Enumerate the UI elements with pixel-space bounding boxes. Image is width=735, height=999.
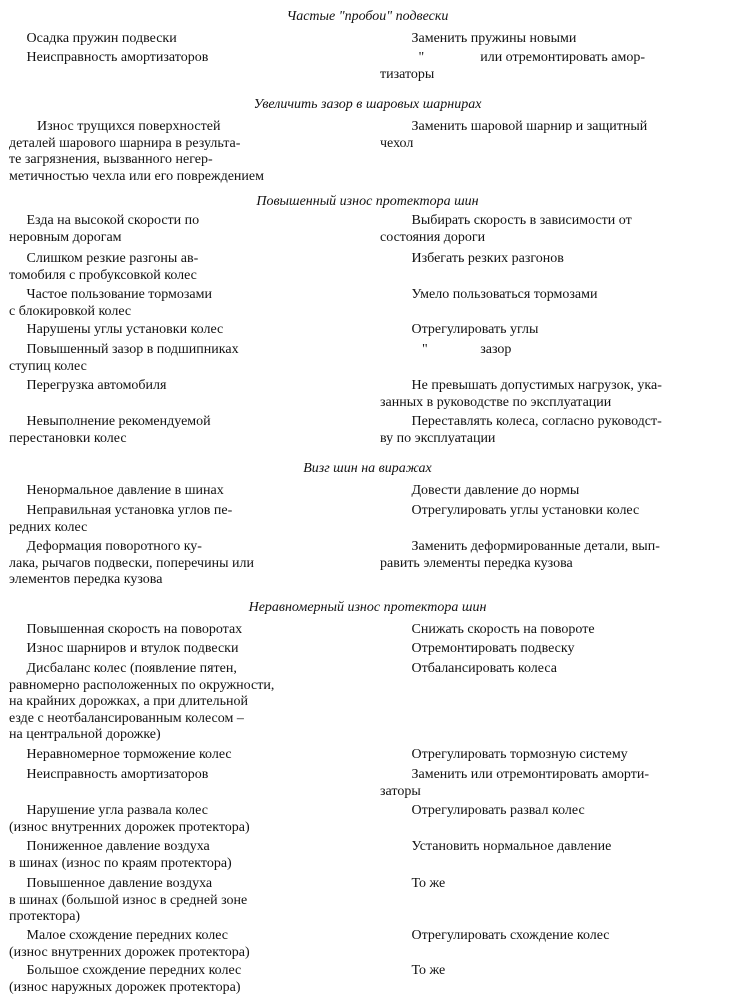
remedy-line: ву по эксплуатации [380,430,496,446]
cause-cell [9,839,329,872]
cause-line: Езда на высокой скорости по [9,213,200,228]
remedy-cell [380,767,728,800]
remedy-cell [380,661,728,678]
cause-line: редних колес [9,519,88,535]
cause-line: деталей шарового шарнира в результа- [9,135,241,151]
remedy-line: " или отремонтировать амор- [380,50,645,65]
cause-line: Ненормальное давление в шинах [9,483,224,498]
remedy-line: равить элементы передка кузова [380,555,573,571]
remedy-line: Довести давление до нормы [380,483,580,498]
cause-line: Нарушение угла развала колес [9,803,208,818]
cause-line: Пониженное давление воздуха [9,839,210,854]
cause-line: (износ внутренних дорожек протектора) [9,819,250,835]
cause-line: Большое схождение передних колес [9,963,242,978]
cause-cell [9,287,329,320]
cause-line: метичностью чехла или его повреждением [9,168,264,184]
cause-cell [9,622,329,639]
remedy-cell [380,251,728,268]
cause-line: лака, рычагов подвески, поперечины или [9,555,254,571]
remedy-line: То же [380,963,446,978]
cause-cell [9,963,329,996]
section-heading: Неравномерный износ протектора шин [248,600,487,615]
cause-line: в шинах (износ по краям протектора) [9,855,232,871]
remedy-line: Установить нормальное давление [380,839,612,854]
remedy-cell [380,213,728,246]
remedy-line: Отрегулировать углы [380,322,539,337]
cause-cell [9,641,329,658]
remedy-line: Заменить шаровой шарнир и защитный [380,119,648,134]
section-heading: Частые "пробои" подвески [286,9,449,24]
cause-line: Невыполнение рекомендуемой [9,414,211,429]
cause-cell [9,213,329,246]
section-heading: Увеличить зазор в шаровых шарнирах [253,97,482,112]
remedy-line: Не превышать допустимых нагрузок, ука- [380,378,662,393]
remedy-cell [380,641,728,658]
remedy-line: " зазор [380,342,512,357]
cause-line: Неисправность амортизаторов [9,50,209,65]
cause-line: Деформация поворотного ку- [9,539,202,554]
remedy-line: Умело пользоваться тормозами [380,287,598,302]
remedy-cell [380,322,728,339]
cause-line: Малое схождение передних колес [9,928,229,943]
cause-cell [9,414,329,447]
remedy-cell [380,31,728,48]
cause-line: Неисправность амортизаторов [9,767,209,782]
remedy-line: Заменить пружины новыми [380,31,577,46]
cause-line: Неправильная установка углов пе- [9,503,233,518]
cause-line: ступиц колес [9,358,87,374]
remedy-line: Отрегулировать схождение колес [380,928,610,943]
remedy-cell [380,378,728,411]
cause-line: (износ наружных дорожек протектора) [9,979,241,995]
remedy-line: занных в руководстве по эксплуатации [380,394,612,410]
remedy-cell [380,414,728,447]
remedy-cell [380,503,728,520]
cause-line: перестановки колес [9,430,127,446]
remedy-cell [380,50,728,83]
remedy-line: Заменить или отремонтировать аморти- [380,767,649,782]
remedy-line: состояния дороги [380,229,486,245]
remedy-cell [380,483,728,500]
section-heading: Визг шин на виражах [303,461,432,476]
cause-line: на центральной дорожке) [9,727,161,743]
cause-line: Неравномерное торможение колес [9,747,232,762]
remedy-cell [380,287,728,304]
cause-line: Повышенный зазор в подшипниках [9,342,239,357]
cause-line: в шинах (большой износ в средней зоне [9,892,248,908]
remedy-line: Выбирать скорость в зависимости от [380,213,632,228]
remedy-line: Отбалансировать колеса [380,661,557,676]
cause-line: Осадка пружин подвески [9,31,177,46]
cause-cell [9,322,329,339]
remedy-line: Отремонтировать подвеску [380,641,575,656]
remedy-line: То же [380,876,446,891]
cause-cell [9,251,329,284]
cause-line: на крайних дорожках, а при длительной [9,694,248,710]
cause-cell [9,539,329,589]
cause-line: Частое пользование тормозами [9,287,212,302]
cause-line: езде с неотбалансированным колесом – [9,710,244,726]
cause-cell [9,483,329,500]
cause-cell [9,119,329,185]
remedy-line: тизаторы [380,66,435,82]
remedy-line: Отрегулировать углы установки колес [380,503,640,518]
cause-line: томобиля с пробуксовкой колес [9,267,197,283]
remedy-line: заторы [380,783,421,799]
cause-cell [9,928,329,961]
remedy-line: Переставлять колеса, согласно руководст- [380,414,662,429]
remedy-line: чехол [380,135,414,151]
cause-line: Износ трущихся поверхностей [9,119,221,134]
cause-cell [9,876,329,926]
remedy-cell [380,803,728,820]
cause-cell [9,50,329,67]
remedy-line: Отрегулировать тормозную систему [380,747,628,762]
cause-line: неровным дорогам [9,229,122,245]
cause-cell [9,661,329,744]
cause-cell [9,767,329,784]
remedy-cell [380,747,728,764]
cause-line: с блокировкой колес [9,303,132,319]
remedy-line: Избегать резких разгонов [380,251,564,266]
cause-line: Повышенное давление воздуха [9,876,213,891]
cause-line: Перегрузка автомобиля [9,378,167,393]
cause-cell [9,503,329,536]
cause-line: (износ внутренних дорожек протектора) [9,944,250,960]
remedy-cell [380,342,728,359]
remedy-line: Отрегулировать развал колес [380,803,585,818]
remedy-line: Снижать скорость на повороте [380,622,595,637]
cause-cell [9,803,329,836]
cause-line: Нарушены углы установки колес [9,322,224,337]
cause-cell [9,747,329,764]
cause-line: те загрязнения, вызванного негер- [9,152,213,168]
cause-line: Повышенная скорость на поворотах [9,622,243,637]
cause-cell [9,31,329,48]
remedy-cell [380,119,728,152]
cause-line: Износ шарниров и втулок подвески [9,641,239,656]
remedy-cell [380,539,728,572]
remedy-cell [380,928,728,945]
cause-cell [9,342,329,375]
remedy-cell [380,622,728,639]
cause-cell [9,378,329,395]
cause-line: Дисбаланс колес (появление пятен, [9,661,237,676]
cause-line: Слишком резкие разгоны ав- [9,251,199,266]
remedy-cell [380,963,728,980]
section-heading: Повышенный износ протектора шин [256,194,479,209]
remedy-cell [380,876,728,893]
remedy-cell [380,839,728,856]
cause-line: равномерно расположенных по окружности, [9,677,275,693]
cause-line: элементов передка кузова [9,572,163,588]
remedy-line: Заменить деформированные детали, вып- [380,539,660,554]
cause-line: протектора) [9,909,81,925]
